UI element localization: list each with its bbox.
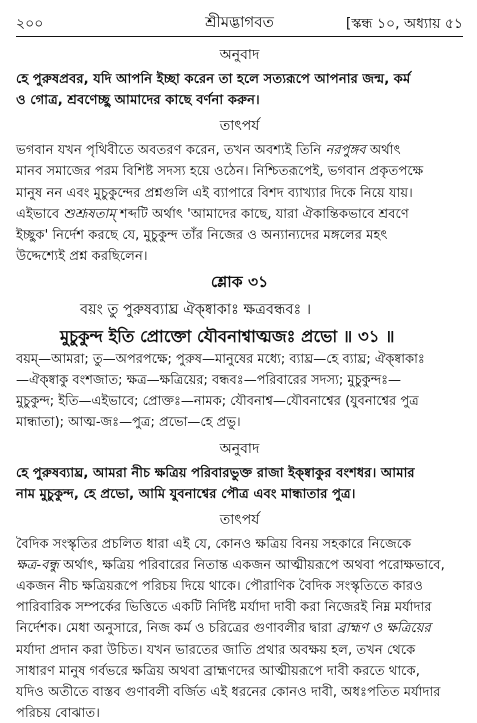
purport-text: নির্দেশক। মেধা অনুসারে, নিজ কর্ম ও চরিত্রের গুণাবলীর দ্বারা — [16, 621, 333, 637]
purport-line: পারিবারিক সম্পর্কের ভিত্তিতে একটি নির্দিষ্ট মর্যাদা দাবী করা নিজেরই নিম্ন মর্যাদার — [16, 600, 432, 616]
verse-heading: শ্লোক ৩১ — [210, 273, 269, 292]
purport-italic-term: নরপুঙ্গব — [325, 143, 366, 159]
purport-line — [16, 556, 463, 575]
translation-line: হে পুরুষব্যাঘ্র, আমরা নীচ ক্ষত্রিয় পরিবারভুক্ত রাজা ইক্ষ্বাকুর বংশধর। আমার — [16, 465, 415, 481]
purport-line: মানুষ নন এবং মুচুকুন্দের প্রশ্নগুলি এই ব্যাপারে বিশদ ব্যাখ্যার দিকে নিয়ে যায়। — [16, 185, 413, 201]
header-rule — [16, 36, 463, 37]
purport-italic-term: ব্রাহ্মণ ও ক্ষত্রিয়ের — [336, 621, 431, 637]
translation-heading: অনুবাদ — [219, 47, 260, 63]
verse-line: বয়ং তু পুরুষব্যাঘ্র ঐক্ষ্বাকাঃ ক্ষত্রবন্ধবঃ । — [80, 302, 312, 319]
purport-line: পরিচয় বোঝাত। — [16, 705, 100, 721]
purport-line: বৈদিক সংস্কৃতির প্রচলিত ধারা এই যে, কোনও ক্ষত্রিয় বিনয় সহকারে নিজেকে — [16, 536, 412, 552]
purport-line: ইচ্ছুক' নির্দেশ করছে যে, মুচুকুন্দ তাঁর নিজের ও অন্যান্যদের মঙ্গলের মহৎ — [16, 227, 388, 243]
purport-line: উদ্দেশ্যেই প্রশ্ন করছিলেন। — [16, 248, 148, 264]
translation-line: নাম মুচুকুন্দ, হে প্রভো, আমি যুবনাশ্বের পৌত্র এবং মান্ধাতার পুত্র। — [16, 486, 356, 502]
purport-line — [16, 205, 463, 224]
synonyms-line: মান্ধাতা); আত্ম-জঃ—পুত্র; প্রভো—হে প্রভু। — [16, 414, 241, 430]
translation-line: ও গোত্র, শ্রবণেচ্ছু আমাদের কাছে বর্ণনা করুন। — [16, 93, 260, 109]
verse-section-31 — [16, 270, 463, 349]
page-number: ২০০ — [16, 16, 44, 32]
synonyms-line: —ঐক্ষ্বাকু বংশজাত; ক্ষত্র—ক্ষত্রিয়ের; বন্ধবঃ—পরিবারের সদস্য; মুচুকুন্দঃ— — [16, 373, 402, 388]
purport-heading: তাৎপর্য — [219, 511, 260, 528]
purport-text: ভগবান যখন পৃথিবীতে অবতরণ করেন, তখন অবশ্যই তিনি — [16, 143, 322, 159]
synonyms-section-31 — [16, 351, 463, 432]
verse-line: মুচুকুন্দ ইতি প্রোক্তো যৌবনাশ্বাত্মজঃ প্রভো ॥ ৩১ ॥ — [60, 326, 395, 346]
page-header — [16, 10, 463, 32]
synonyms-line: মুচুকুন্দ; ইতি—এইভাবে; প্রোক্তঃ—নামক; যৌবনাশ্ব—যৌবনাশ্বের (যুবনাশ্বের পুত্র — [16, 393, 419, 409]
purport-text: শব্দটি অর্থাৎ 'আমাদের কাছে, যারা ঐকান্তিকভাবে শ্রবণে — [119, 206, 409, 222]
chapter-reference: [স্কন্ধ ১০, অধ্যায় ৫১ — [345, 16, 463, 32]
purport-line: মর্যাদা প্রদান করা উচিত। যখন ভারতের জাতি প্রথার অবক্ষয় হল, তখন থেকে — [16, 642, 416, 658]
synonyms-line: বয়ম্—আমরা; তু—অপরপক্ষে; পুরুষ—মানুষের মধ্যে; ব্যাঘ্র—হে ব্যাঘ্র; ঐক্ষ্বাকাঃ — [16, 352, 425, 368]
purport-heading: তাৎপর্য — [219, 118, 260, 135]
purport-line: সাধারণ মানুষ গর্বভরে ক্ষত্রিয় অথবা ব্রাহ্মণদের আত্মীয়রূপে দাবী করতে থাকে, — [16, 663, 420, 679]
purport-line: যদিও অতীতে বাস্তব গুণাবলী বর্জিত এই ধরনের কোনও দাবী, অধঃপতিত মর্যাদার — [16, 684, 441, 700]
purport-section-31 — [16, 508, 463, 723]
translation-heading: অনুবাদ — [219, 440, 260, 457]
purport-text: অর্থাৎ, ক্ষত্রিয় পরিবারের নিতান্ত একজন আত্মীয়রূপে অথবা পরোক্ষভাবে, — [63, 557, 445, 573]
translation-line: হে পুরুষপ্রবর, যদি আপনি ইচ্ছা করেন তা হলে সত্যরূপে আপনার জন্ম, কর্ম — [16, 72, 411, 87]
book-title: শ্রীমদ্ভাগবত — [205, 13, 274, 31]
purport-italic-term: ক্ষত্র-বন্ধু — [16, 557, 59, 573]
purport-line: একজন নীচ ক্ষত্রিয়রূপে পরিচয় দিয়ে থাকে। পৌরাণিক বৈদিক সংস্কৃতিতে কারও — [16, 579, 423, 595]
purport-line — [16, 141, 463, 160]
purport-text: অর্থাৎ — [369, 143, 401, 159]
purport-italic-term: শুশ্রূষতাম্ — [63, 206, 116, 222]
purport-section-30 — [16, 114, 463, 266]
purport-line: মানব সমাজের পরম বিশিষ্ট সদস্য হয়ে ওঠেন। নিশ্চিতরূপেই, ভগবান প্রকৃতপক্ষে — [16, 164, 424, 180]
purport-line — [16, 619, 463, 638]
purport-text: এইভাবে — [16, 206, 60, 222]
translation-section-30 — [16, 43, 463, 110]
translation-section-31 — [16, 437, 463, 504]
